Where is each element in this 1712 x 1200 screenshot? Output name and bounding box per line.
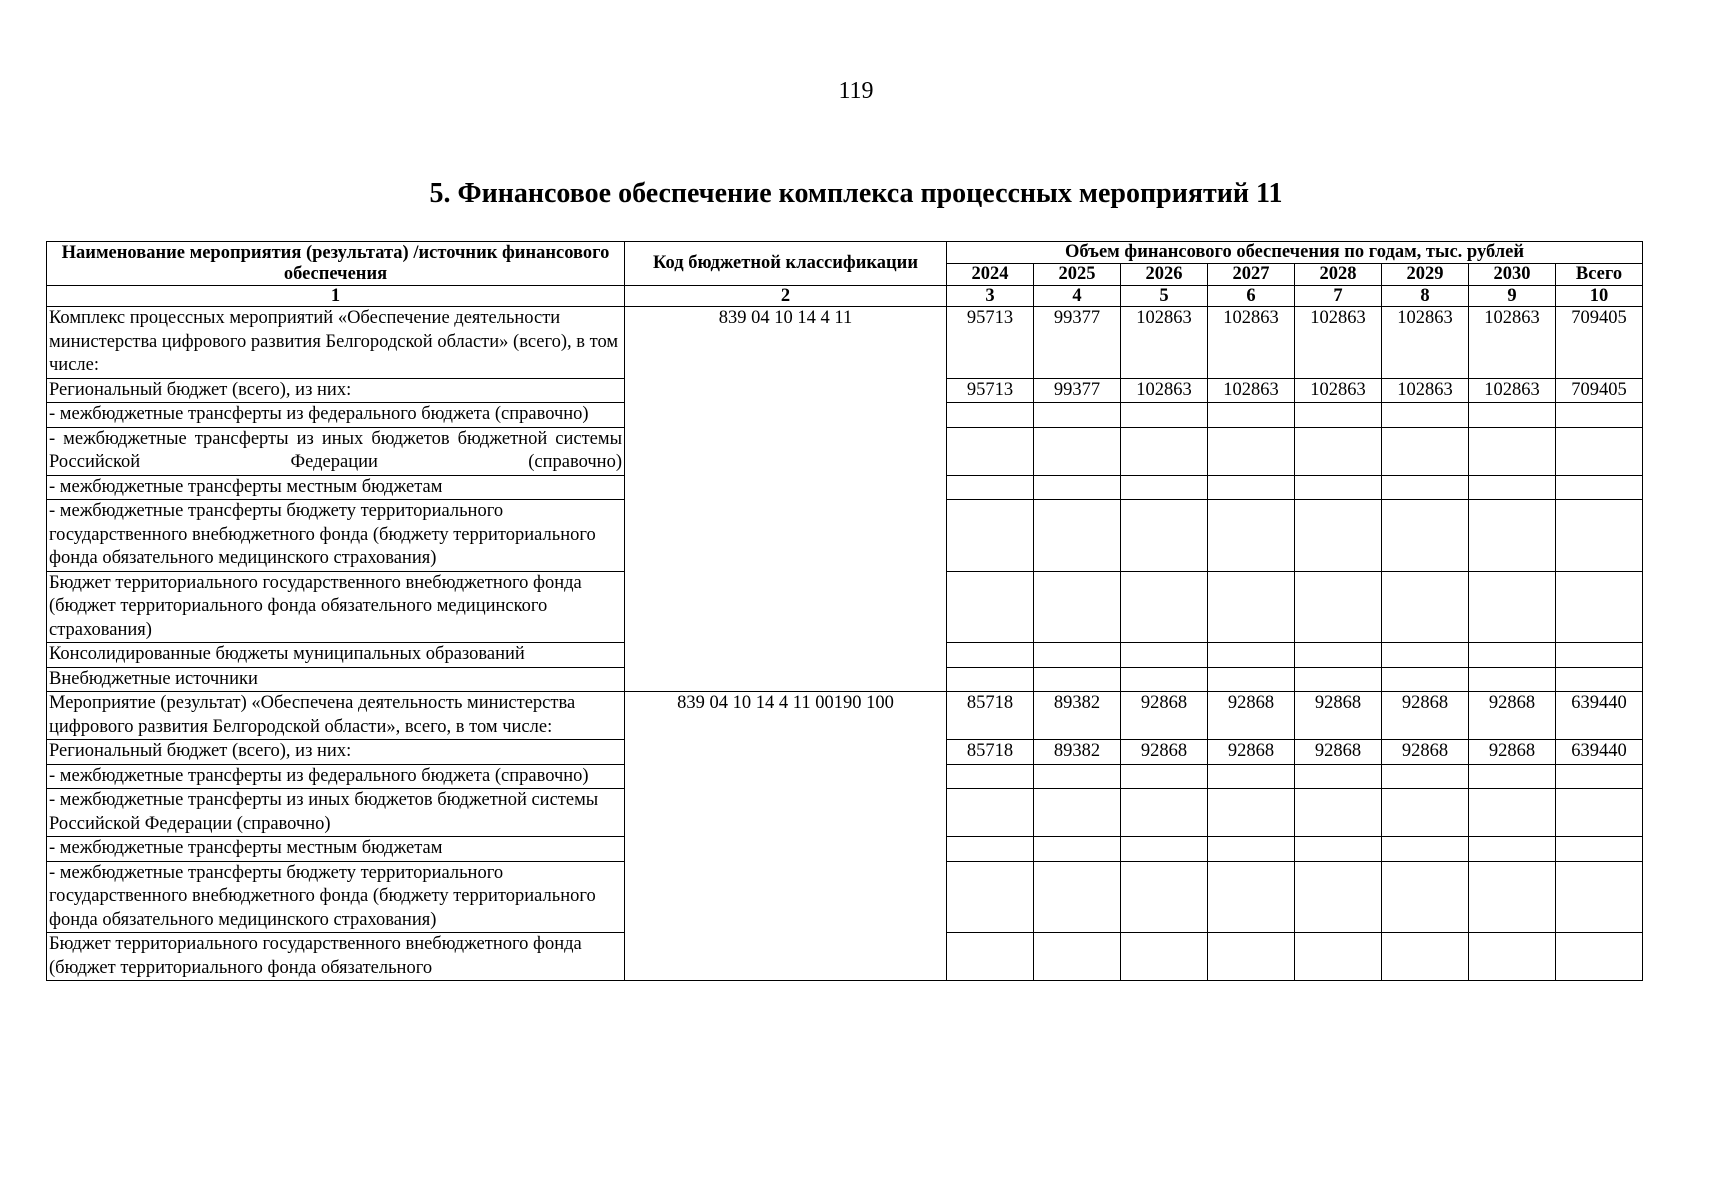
year-value: 92868	[1382, 692, 1469, 740]
year-value	[1121, 643, 1208, 668]
page-number: 119	[838, 78, 874, 104]
header-year: 2028	[1295, 264, 1382, 286]
row-label: Внебюджетные источники	[47, 667, 625, 692]
year-value	[1121, 933, 1208, 981]
year-value	[1295, 475, 1382, 500]
year-value	[1208, 861, 1295, 933]
year-value	[947, 403, 1034, 428]
header-total: Всего	[1556, 264, 1643, 286]
budget-code: 839 04 10 14 4 11 00190 100	[625, 692, 947, 981]
col-number: 4	[1034, 286, 1121, 307]
year-value	[1469, 933, 1556, 981]
total-value	[1556, 837, 1643, 862]
col-number: 7	[1295, 286, 1382, 307]
header-year: 2027	[1208, 264, 1295, 286]
row-label: Бюджет территориального государственного внебюджетного фонда (бюджет территориального фонда обязательного медицинского страхования)	[47, 571, 625, 643]
year-value	[1469, 837, 1556, 862]
total-value	[1556, 933, 1643, 981]
year-value	[1295, 427, 1382, 475]
year-value: 85718	[947, 740, 1034, 765]
total-value	[1556, 500, 1643, 572]
header-code: Код бюджетной классификации	[625, 242, 947, 286]
year-value	[947, 475, 1034, 500]
header-year: 2030	[1469, 264, 1556, 286]
table-row	[47, 307, 1643, 379]
year-value	[1121, 571, 1208, 643]
year-value: 102863	[1208, 378, 1295, 403]
year-value: 102863	[1469, 378, 1556, 403]
year-value	[947, 643, 1034, 668]
year-value	[947, 571, 1034, 643]
total-value	[1556, 571, 1643, 643]
year-value: 102863	[1295, 378, 1382, 403]
year-value	[1382, 571, 1469, 643]
year-value	[1295, 643, 1382, 668]
year-value	[1208, 643, 1295, 668]
year-value: 102863	[1295, 307, 1382, 379]
total-value	[1556, 643, 1643, 668]
year-value	[947, 789, 1034, 837]
year-value	[1034, 500, 1121, 572]
total-value: 709405	[1556, 307, 1643, 379]
year-value	[947, 861, 1034, 933]
year-value: 92868	[1208, 692, 1295, 740]
year-value	[1121, 861, 1208, 933]
year-value	[1208, 789, 1295, 837]
year-value	[1469, 571, 1556, 643]
year-value	[947, 427, 1034, 475]
document-title: 5. Финансовое обеспечение комплекса процессных мероприятий 11	[429, 178, 1283, 209]
year-value	[1034, 764, 1121, 789]
year-value	[1469, 861, 1556, 933]
year-value	[1295, 571, 1382, 643]
year-value: 102863	[1469, 307, 1556, 379]
row-label: - межбюджетные трансферты местным бюджетам	[47, 475, 625, 500]
year-value: 102863	[1382, 378, 1469, 403]
row-label: Бюджет территориального государственного внебюджетного фонда (бюджет территориального фонда обязательного	[47, 933, 625, 981]
year-value: 102863	[1382, 307, 1469, 379]
year-value	[1469, 403, 1556, 428]
year-value	[1469, 764, 1556, 789]
year-value	[1295, 403, 1382, 428]
col-number: 10	[1556, 286, 1643, 307]
year-value	[1034, 837, 1121, 862]
year-value	[1208, 475, 1295, 500]
year-value	[1295, 861, 1382, 933]
year-value: 92868	[1295, 740, 1382, 765]
total-value: 639440	[1556, 692, 1643, 740]
year-value	[1295, 837, 1382, 862]
year-value	[1208, 837, 1295, 862]
year-value	[1382, 933, 1469, 981]
year-value: 95713	[947, 378, 1034, 403]
year-value	[1295, 764, 1382, 789]
year-value	[1382, 667, 1469, 692]
year-value	[1469, 667, 1556, 692]
year-value: 95713	[947, 307, 1034, 379]
row-label: - межбюджетные трансферты из федерального бюджета (справочно)	[47, 764, 625, 789]
year-value	[1034, 643, 1121, 668]
header-year: 2024	[947, 264, 1034, 286]
year-value: 92868	[1121, 740, 1208, 765]
year-value	[1208, 427, 1295, 475]
financing-table	[46, 241, 1643, 981]
year-value	[1469, 789, 1556, 837]
year-value	[1382, 643, 1469, 668]
header-year: 2029	[1382, 264, 1469, 286]
year-value	[1382, 764, 1469, 789]
year-value: 85718	[947, 692, 1034, 740]
year-value	[947, 764, 1034, 789]
row-label: Региональный бюджет (всего), из них:	[47, 740, 625, 765]
total-value	[1556, 764, 1643, 789]
year-value	[1034, 933, 1121, 981]
header-year: 2026	[1121, 264, 1208, 286]
col-number: 6	[1208, 286, 1295, 307]
year-value	[1208, 571, 1295, 643]
col-number: 8	[1382, 286, 1469, 307]
year-value	[1121, 475, 1208, 500]
total-value	[1556, 427, 1643, 475]
year-value	[1121, 764, 1208, 789]
row-label: Консолидированные бюджеты муниципальных образований	[47, 643, 625, 668]
year-value: 89382	[1034, 740, 1121, 765]
total-value: 639440	[1556, 740, 1643, 765]
table-body	[47, 307, 1643, 981]
year-value	[1034, 789, 1121, 837]
year-value	[1034, 861, 1121, 933]
row-label: - межбюджетные трансферты из федерального бюджета (справочно)	[47, 403, 625, 428]
year-value	[1121, 427, 1208, 475]
year-value	[1121, 667, 1208, 692]
header-year: 2025	[1034, 264, 1121, 286]
total-value	[1556, 667, 1643, 692]
year-value	[947, 667, 1034, 692]
year-value	[1469, 475, 1556, 500]
year-value	[1121, 403, 1208, 428]
year-value	[1208, 764, 1295, 789]
row-label: Мероприятие (результат) «Обеспечена деятельность министерства цифрового развития Белгородской области», всего, в том числе:	[47, 692, 625, 740]
row-label: - межбюджетные трансферты из иных бюджетов бюджетной системы Российской Федерации (справочно)	[47, 427, 625, 475]
year-value	[1382, 427, 1469, 475]
year-value	[947, 500, 1034, 572]
row-label: Комплекс процессных мероприятий «Обеспечение деятельности министерства цифрового развития Белгородской области» (всего), в том числе:	[47, 307, 625, 379]
year-value	[1034, 667, 1121, 692]
year-value	[1034, 427, 1121, 475]
col-number: 5	[1121, 286, 1208, 307]
total-value	[1556, 475, 1643, 500]
row-label: Региональный бюджет (всего), из них:	[47, 378, 625, 403]
col-number: 3	[947, 286, 1034, 307]
year-value	[1034, 403, 1121, 428]
year-value	[1469, 643, 1556, 668]
header-row-1	[47, 242, 1643, 264]
year-value: 99377	[1034, 378, 1121, 403]
column-number-row	[47, 286, 1643, 307]
year-value: 92868	[1121, 692, 1208, 740]
year-value: 102863	[1121, 307, 1208, 379]
year-value	[1295, 667, 1382, 692]
year-value: 99377	[1034, 307, 1121, 379]
year-value	[1382, 861, 1469, 933]
year-value	[1469, 500, 1556, 572]
year-value	[1295, 500, 1382, 572]
year-value: 92868	[1469, 692, 1556, 740]
col-number: 9	[1469, 286, 1556, 307]
year-value	[1382, 403, 1469, 428]
year-value: 92868	[1208, 740, 1295, 765]
year-value	[1295, 933, 1382, 981]
year-value	[1034, 475, 1121, 500]
year-value	[1208, 933, 1295, 981]
year-value	[1121, 500, 1208, 572]
year-value: 89382	[1034, 692, 1121, 740]
year-value	[1295, 789, 1382, 837]
year-value: 102863	[1208, 307, 1295, 379]
row-label: - межбюджетные трансферты из иных бюджетов бюджетной системы Российской Федерации (справочно)	[47, 789, 625, 837]
table-row	[47, 692, 1643, 740]
col-number: 1	[47, 286, 625, 307]
year-value	[1208, 403, 1295, 428]
total-value	[1556, 403, 1643, 428]
year-value	[1034, 571, 1121, 643]
year-value	[1121, 837, 1208, 862]
row-label: - межбюджетные трансферты бюджету территориального государственного внебюджетного фонда (бюджету территориального фонда обязательного медицинского страхования)	[47, 500, 625, 572]
year-value	[1382, 500, 1469, 572]
header-name: Наименование мероприятия (результата) /источник финансового обеспечения	[47, 242, 625, 286]
year-value: 92868	[1295, 692, 1382, 740]
header-volume-group: Объем финансового обеспечения по годам, тыс. рублей	[947, 242, 1643, 264]
year-value	[1382, 789, 1469, 837]
year-value	[1382, 837, 1469, 862]
col-number: 2	[625, 286, 947, 307]
year-value: 92868	[1469, 740, 1556, 765]
year-value	[1208, 500, 1295, 572]
row-label: - межбюджетные трансферты местным бюджетам	[47, 837, 625, 862]
year-value	[1382, 475, 1469, 500]
total-value	[1556, 861, 1643, 933]
row-label: - межбюджетные трансферты бюджету территориального государственного внебюджетного фонда (бюджету территориального фонда обязательного медицинского страхования)	[47, 861, 625, 933]
total-value: 709405	[1556, 378, 1643, 403]
year-value: 102863	[1121, 378, 1208, 403]
year-value	[1208, 667, 1295, 692]
total-value	[1556, 789, 1643, 837]
year-value: 92868	[1382, 740, 1469, 765]
year-value	[1469, 427, 1556, 475]
year-value	[947, 837, 1034, 862]
year-value	[947, 933, 1034, 981]
budget-code: 839 04 10 14 4 11	[625, 307, 947, 692]
year-value	[1121, 789, 1208, 837]
